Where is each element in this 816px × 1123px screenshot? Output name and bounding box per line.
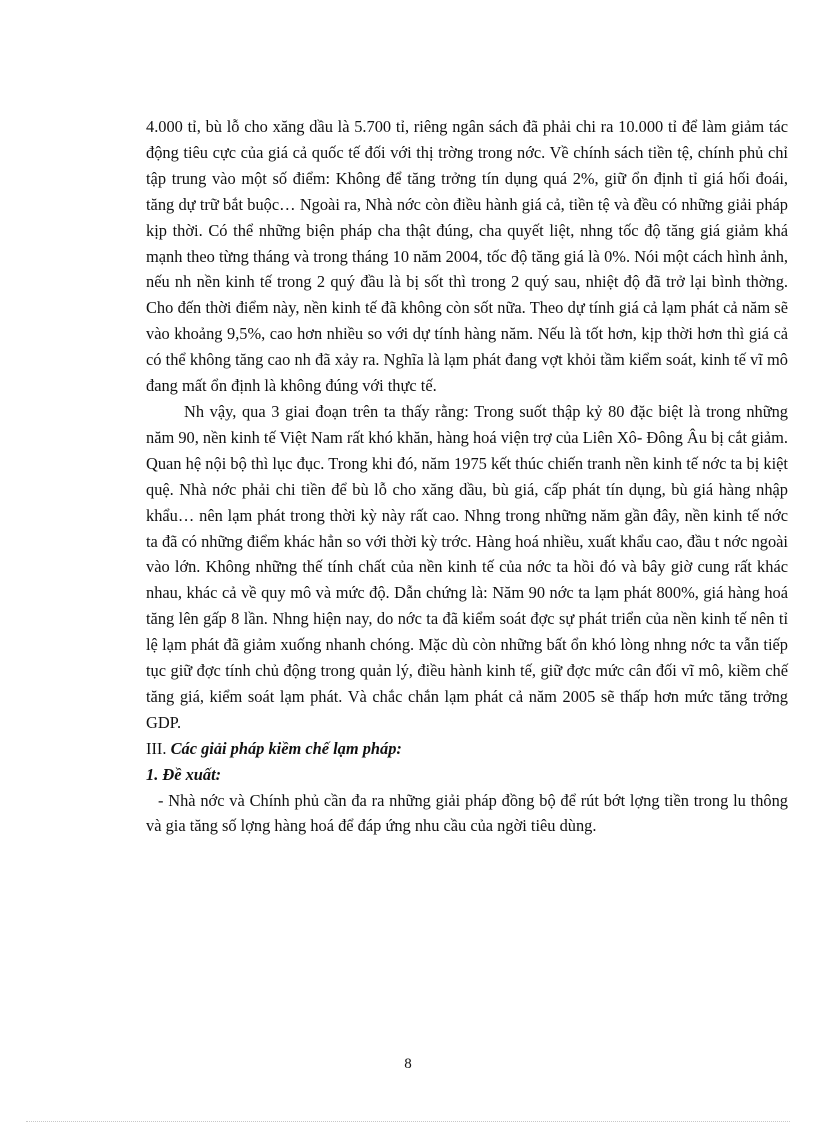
paragraph-inflation-policy: 4.000 tỉ, bù lỗ cho xăng dầu là 5.700 tỉ, riêng ngân sách đã phải chi ra 10.000 tỉ để làm giảm tác động tiêu cực của giá cả quốc tế đối với thị trờng trong nớc. Về chính sách tiền tệ, chính phủ chỉ tập trung vào một số điểm: Không để tăng trởng tín dụng quá 2%, giữ ổn định tỉ giá hối đoái, tăng dự trữ bắt buộc… Ngoài ra, Nhà nớc còn điều hành giá cả, tiền tệ và đều có những giải pháp kịp thời. Có thể những biện pháp cha thật đúng, cha quyết liệt, nhng tốc độ tăng giá giảm khá mạnh theo từng tháng và trong tháng 10 năm 2004, tốc độ tăng giá là 0%. Nói một cách hình ảnh, nếu nh nền kinh tế trong 2 quý đầu là bị sốt thì trong 2 quý sau, nhiệt độ đã trở lại bình thờng. Cho đến thời điểm này, nền kinh tế đã không còn sốt nữa. Theo dự tính giá cả lạm phát cả năm sẽ vào khoảng 9,5%, cao hơn nhiều so với dự tính hàng năm. Nếu là tốt hơn, kịp thời hơn thì giá cả có thể không tăng cao nh đã xảy ra. Nghĩa là lạm phát đang vợt khỏi tầm kiểm soát, kinh tế vĩ mô đang mất ổn định là không đúng với thực tế.: [146, 117, 788, 396]
page-content: [146, 114, 788, 839]
section-title: Các giải pháp kiềm chế lạm pháp:: [170, 738, 402, 758]
paragraph-summary: Nh vậy, qua 3 giai đoạn trên ta thấy rằng: Trong suốt thập kỷ 80 đặc biệt là trong những năm 90, nền kinh tế Việt Nam rất khó khăn, hàng hoá viện trợ của Liên Xô- Đông Âu bị cắt giảm. Quan hệ nội bộ thì lục đục. Trong khi đó, năm 1975 kết thúc chiến tranh nền kinh tế nớc ta bị kiệt quệ. Nhà nớc phải chi tiền để bù lỗ cho xăng dầu, bù giá, cấp phát tín dụng, bù giá hàng nhập khẩu… nên lạm phát trong thời kỳ này rất cao. Nhng trong những năm gần đây, nền kinh tế nớc ta đã có những điểm khác hẳn so với thời kỳ trớc. Hàng hoá nhiều, xuất khẩu cao, đầu t nớc ngoài vào lớn. Không những thế tính chất của nền kinh tế của nớc ta hồi đó và bây giờ cung rất khác nhau, khác cả về quy mô và mức độ. Dẫn chứng là: Năm 90 nớc ta lạm phát 800%, giá hàng hoá tăng lên gấp 8 lần. Nhng hiện nay, do nớc ta đã kiểm soát đợc sự phát triển của nền kinh tế nên tỉ lệ lạm phát đã giảm xuống nhanh chóng. Mặc dù còn những bất ổn khó lòng nhng nớc ta vẫn tiếp tục giữ đợc tính chủ động trong quản lý, điều hành kinh tế, giữ đợc mức cân đối vĩ mô, kiềm chế tăng giá, kiểm soát lạm phát. Và chắc chắn lạm phát cả năm 2005 sẽ thấp hơn mức tăng trởng GDP.: [146, 401, 788, 732]
section-number: III.: [146, 738, 171, 758]
section-heading: [146, 736, 788, 762]
page-number: 8: [404, 1056, 412, 1072]
subsection-heading: 1. Đề xuất:: [146, 764, 222, 784]
bullet-paragraph: - Nhà nớc và Chính phủ cần đa ra những giải pháp đồng bộ để rút bớt lợng tiền trong lu thông và gia tăng số lợng hàng hoá để đáp ứng nhu cầu của ngời tiêu dùng.: [146, 790, 788, 836]
page-bottom-divider: [26, 1121, 790, 1122]
